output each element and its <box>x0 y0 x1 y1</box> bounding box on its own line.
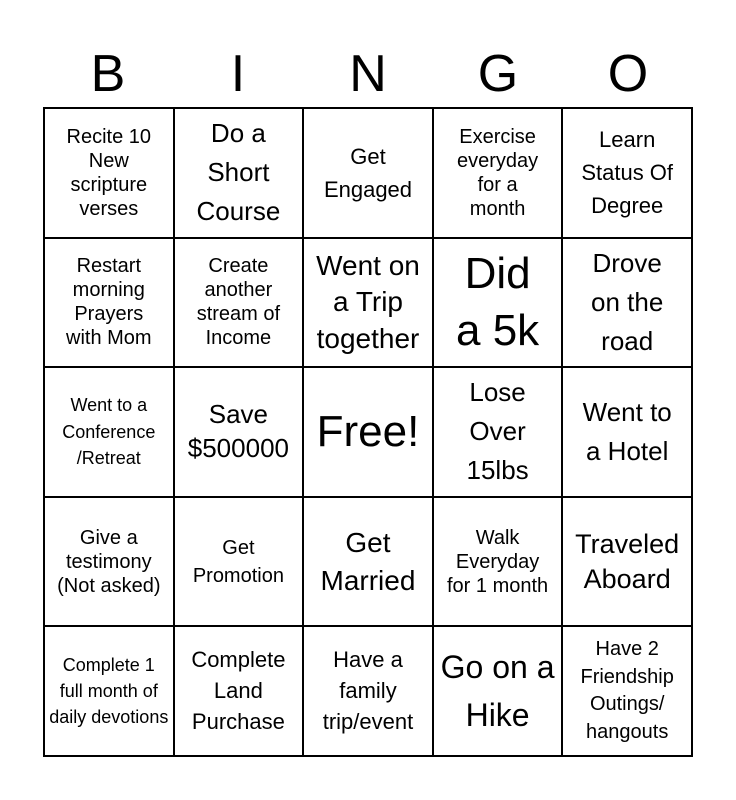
cell-text: Walk Everyday for 1 month <box>447 526 549 597</box>
bingo-cell[interactable] <box>562 108 692 238</box>
bingo-cell[interactable] <box>44 238 174 368</box>
header-letter-g: G <box>477 45 519 103</box>
cell-text: Go on a Hike <box>440 649 555 734</box>
cell-text: Get Married <box>320 526 416 596</box>
cell-text: Went to a Conference /Retreat <box>62 395 156 469</box>
header-letter-b: B <box>90 45 126 103</box>
cell-text: Exercise everyday for a month <box>457 125 539 220</box>
header-letter-n: N <box>349 45 387 103</box>
cell-text: Lose Over 15lbs <box>466 377 529 486</box>
bingo-cell[interactable] <box>174 367 304 497</box>
cell-text: Drove on the road <box>591 247 664 356</box>
bingo-cell[interactable] <box>433 626 563 756</box>
cell-text: Traveled Aboard <box>575 528 680 594</box>
cell-text: Do a Short Course <box>196 118 281 227</box>
cell-text: Went to a Hotel <box>582 396 672 466</box>
cell-text: Create another stream of Income <box>196 255 281 350</box>
cell-text: Did a 5k <box>456 249 540 356</box>
header-letter-i: I <box>230 45 246 103</box>
cell-text: Restart morning Prayers with Mom <box>66 255 152 350</box>
cell-text: Went on a Trip together <box>316 249 420 354</box>
bingo-cell[interactable] <box>303 626 433 756</box>
bingo-cell[interactable] <box>562 367 692 497</box>
bingo-grid <box>43 107 693 757</box>
bingo-cell[interactable] <box>433 238 563 368</box>
bingo-cell[interactable] <box>562 497 692 627</box>
cell-text: Have a family trip/event <box>322 647 414 734</box>
cell-text: Learn Status Of Degree <box>581 127 674 219</box>
cell-text: Complete 1 full month of daily devotions <box>49 654 169 728</box>
bingo-header <box>43 40 693 108</box>
cell-text: Give a testimony (Not asked) <box>57 526 161 597</box>
bingo-cell[interactable] <box>44 108 174 238</box>
bingo-cell[interactable] <box>174 108 304 238</box>
bingo-cell[interactable] <box>562 626 692 756</box>
bingo-cell[interactable] <box>303 497 433 627</box>
free-space[interactable] <box>303 367 433 497</box>
bingo-cell[interactable] <box>174 238 304 368</box>
bingo-cell[interactable] <box>174 626 304 756</box>
bingo-cell[interactable] <box>433 367 563 497</box>
bingo-cell[interactable] <box>303 238 433 368</box>
bingo-cell[interactable] <box>433 497 563 627</box>
bingo-cell[interactable] <box>562 238 692 368</box>
bingo-cell[interactable] <box>44 626 174 756</box>
bingo-cell[interactable] <box>174 497 304 627</box>
free-space-label: Free! <box>316 406 420 456</box>
cell-text: Complete Land Purchase <box>191 647 286 734</box>
cell-text: Have 2 Friendship Outings/ hangouts <box>580 638 674 743</box>
bingo-cell[interactable] <box>44 367 174 497</box>
cell-text: Get Engaged <box>323 143 413 202</box>
bingo-cell[interactable] <box>44 497 174 627</box>
header-letter-o: O <box>607 45 649 103</box>
cell-text: Recite 10 New scripture verses <box>66 125 152 220</box>
bingo-cell[interactable] <box>433 108 563 238</box>
bingo-cell[interactable] <box>303 108 433 238</box>
cell-text: Save $500000 <box>187 399 289 463</box>
cell-text: Get Promotion <box>192 536 284 587</box>
